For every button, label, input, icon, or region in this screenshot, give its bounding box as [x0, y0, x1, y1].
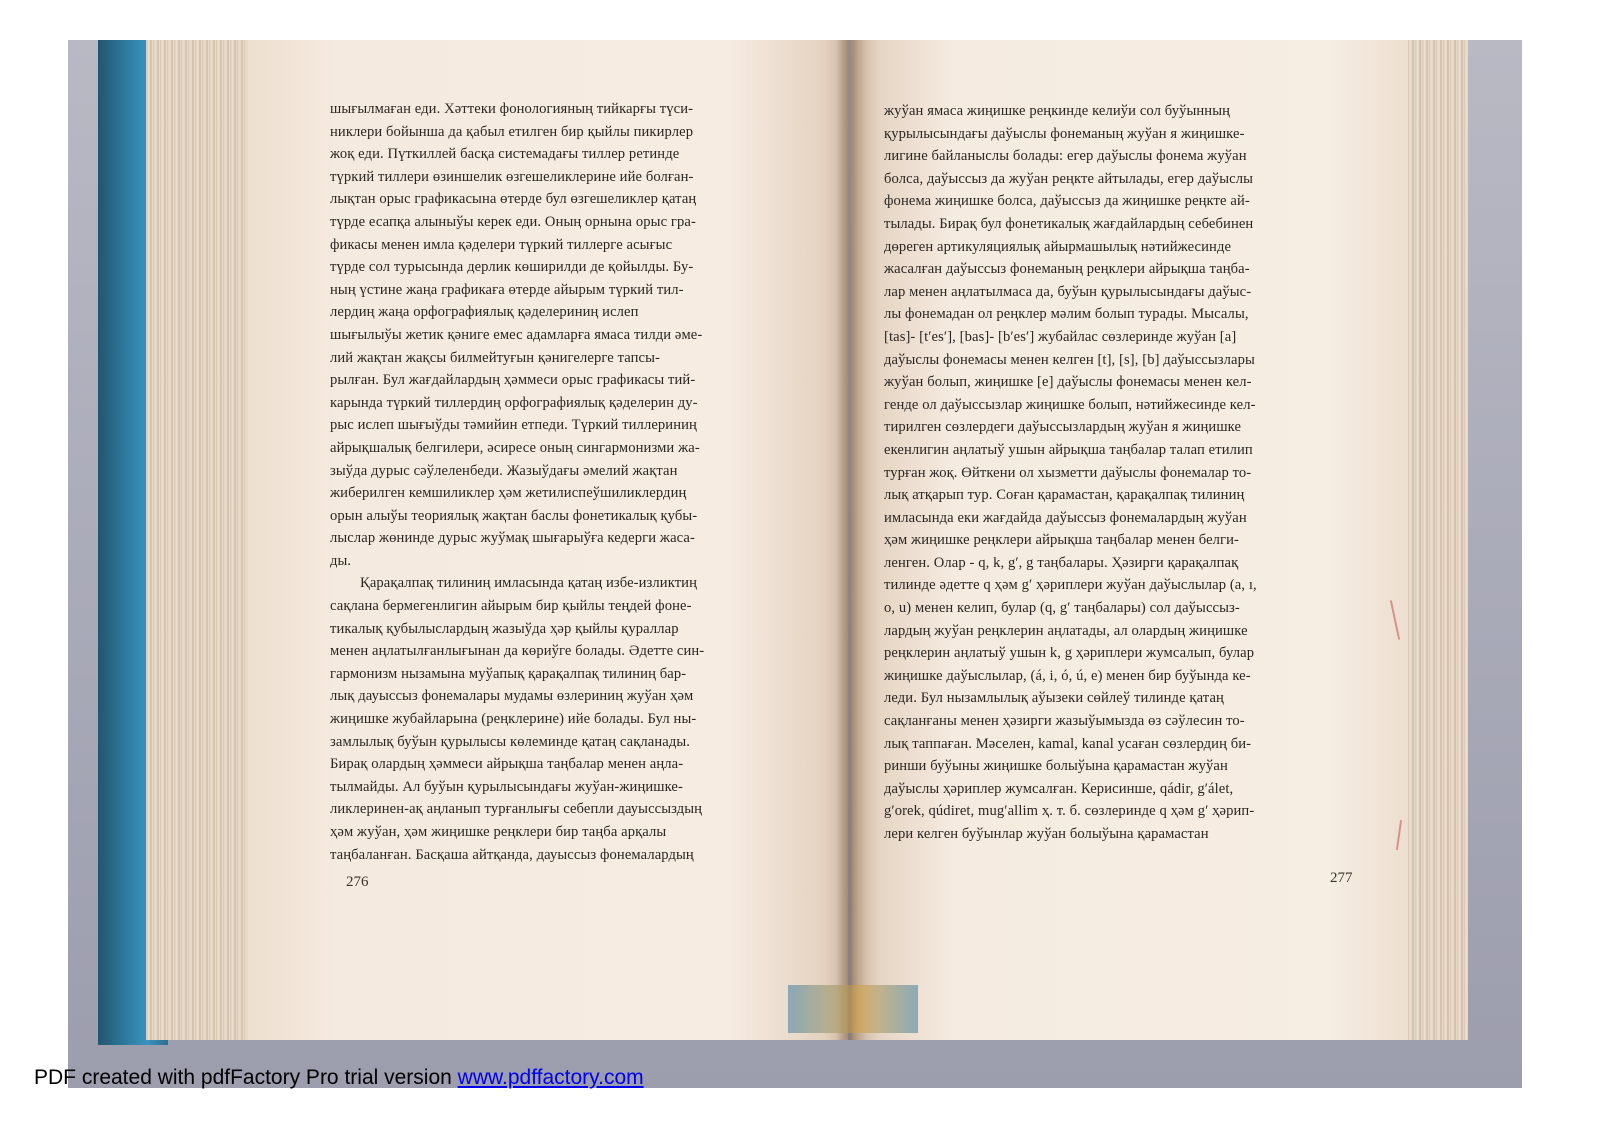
- text-line: фонема жиңишке болса, даўыссыз да жиңишке реңкте ай-: [884, 193, 1250, 210]
- text-line: лигине байланыслы болады: егер даўыслы фонема жуўан: [884, 148, 1247, 165]
- text-line: рыс ислеп шығыўды тәмийин етпеди. Түркий тиллериниң: [330, 417, 697, 434]
- text-line: турған жоқ. Өйткени ол хызметти даўыслы фонемалар то-: [884, 464, 1252, 481]
- text-line: даўыслы фонемасы менен келген [t], [s], [b] даўыссызлары: [884, 351, 1255, 368]
- text-line: жиңишке жубайларына (реңклерине) ийе болады. Бул ны-: [330, 711, 697, 728]
- text-line: ҳәм жуўан, ҳәм жиңишке реңклери бир таңба арқалы: [330, 824, 667, 840]
- text-line: леди. Бул нызамлылық аўызеки сөйлеў тилинде қатаң: [884, 690, 1224, 707]
- text-line: ликлеринен-ақ аңланып турғанлығы себепли дауыссыздың: [330, 801, 703, 818]
- open-book: [98, 40, 1438, 1050]
- text-line: лардың жуўан реңклерин аңлатады, ал олардың жиңишке: [884, 622, 1248, 639]
- left-page-stack: [146, 40, 256, 1040]
- text-line: тылмайды. Ал буўын қурылысындағы жуўан-жиңишке-: [330, 778, 683, 795]
- footer-text: PDF created with pdfFactory Pro trial version: [34, 1066, 452, 1089]
- text-line: лық дауыссыз фонемалары мудамы өзлериниң жуўан ҳәм: [330, 688, 694, 705]
- book-gutter: [836, 40, 866, 1040]
- text-line: сақлана бермегенлигин айырым бир қыйлы теңдей фоне-: [330, 598, 692, 615]
- scanned-book-image: [68, 40, 1522, 1088]
- text-line: менен аңлатылғанлығынан да көриўге болады. Әдетте син-: [330, 643, 705, 660]
- text-line: түрде сол турысында дерлик көширилди де қойылды. Бу-: [330, 259, 694, 276]
- text-line: [tas]- [tʹesʹ], [bas]- [bʹesʹ] жубайлас сөзлеринде жуўан [a]: [884, 328, 1237, 345]
- text-line: gʹorek, qúdiret, mugʹallim ҳ. т. б. сөзлеринде q ҳәм gʹ ҳәрип-: [884, 803, 1255, 820]
- right-page-stack: [1408, 40, 1468, 1040]
- text-line: лий жақтан жақсы билмейтуғын қәнигелерге тапсы-: [330, 349, 660, 366]
- text-line: түрде есапқа алыныўы керек еди. Оның орнына орыс гра-: [330, 213, 696, 230]
- text-line: никлери бойынша да қабыл етилген бир қыйлы пикирлер: [330, 123, 694, 140]
- pdf-footer: [34, 1066, 644, 1090]
- text-line: жуўан ямаса жиңишке реңкинде келиўи сол буўынның: [884, 103, 1231, 119]
- text-line: замлылық буўын қурылысы көлеминде қатаң сақланады.: [330, 733, 691, 750]
- text-line: тикалық қубылыслардың жазыўда ҳәр қыйлы қураллар: [330, 620, 679, 637]
- right-page-text: [884, 100, 1364, 846]
- text-line: жуўан болып, жиңишке [e] даўыслы фонемасы менен кел-: [884, 374, 1252, 391]
- text-line: рылған. Бул жағдайлардың ҳәммеси орыс графикасы тий-: [330, 372, 696, 389]
- text-line: айрықшалық белгилери, әсиресе оның сингармонизми жа-: [330, 439, 700, 456]
- text-line: ның үстине жаңа графикаға өтерде айырым түркий тил-: [330, 281, 684, 298]
- text-line: тылады. Бирақ бул фонетикалық жағдайлардың себебинен: [884, 215, 1254, 232]
- text-line: лық атқарып тур. Соған қарамастан, қарақалпақ тилиниң: [884, 487, 1245, 504]
- text-line: имласында еки жағдайда даўыссыз фонемалардың жуўан: [884, 509, 1247, 526]
- text-line: лыслар жөнинде дурыс жуўмақ шығарыўға кедерги жаса-: [330, 530, 695, 547]
- text-line: орын алыўы теориялық жақтан баслы фонетикалық қубы-: [330, 507, 698, 524]
- text-line: лери келген буўынлар жуўан болыўына қарамастан: [884, 826, 1209, 842]
- text-line: жоқ еди. Пүткиллей басқа системадағы тиллер ретинде: [330, 146, 680, 163]
- text-line: дөреген артикуляциялық айырмашылық нәтийжесинде: [884, 238, 1232, 255]
- left-page-number: 276: [346, 874, 369, 890]
- text-line: таңбаланған. Басқаша айтқанда, дауыссыз фонемалардың: [330, 846, 694, 863]
- text-line: ленген. Олар - q, k, gʹ, g таңбалары. Ҳәзирги қарақалпақ: [884, 554, 1239, 571]
- right-page-number: 277: [1330, 870, 1353, 886]
- text-line: лықтан орыс графикасына өтерде бул өзгешеликлер қатаң: [330, 191, 697, 208]
- pdffactory-link[interactable]: www.pdffactory.com: [457, 1066, 644, 1089]
- text-line: карында түркий тиллердиң орфографиялық қәделерин ду-: [330, 394, 698, 411]
- text-line: Қарақалпақ тилиниң имласында қатаң избе-изликтиң: [360, 575, 697, 592]
- left-page-text: [330, 98, 815, 866]
- text-line: o, u) менен келип, булар (q, gʹ таңбалары) сол даўыссыз-: [884, 600, 1240, 617]
- text-line: шығылыўы жетик қәниге емес адамларға ямаса тилди әме-: [330, 326, 703, 343]
- text-line: лердиң жаңа орфографиялық қәделериниң ислеп: [330, 304, 639, 321]
- text-line: лық таппаған. Мәселен, kamal, kanal усаған сөзлердиң би-: [884, 735, 1252, 752]
- text-line: жиңишке даўыслылар, (á, i, ó, ú, e) менен бир буўында ке-: [884, 667, 1251, 684]
- text-line: жиберилген кемшиликлер ҳәм жетилиспеўшиликлердиң: [330, 485, 687, 502]
- text-line: шығылмаған еди. Хәттеки фонологияның тийкарғы түси-: [330, 101, 694, 117]
- text-line: тирилген сөзлердеги даўыссызлардың жуўан я жиңишке: [884, 419, 1242, 436]
- text-line: фикасы менен имла қәделери түркий тиллерге асығыс: [330, 236, 673, 253]
- text-line: сақланғаны менен ҳәзирги жазыўымызда өз сәўлесин то-: [884, 713, 1245, 730]
- text-line: реңклерин аңлатыў ушын k, g ҳәриплери жумсалып, булар: [884, 645, 1255, 662]
- text-line: екенлигин аңлатыў ушын айрықша таңбалар талап етилип: [884, 441, 1253, 458]
- text-line: гармонизм нызамына муўапық қарақалпақ тилиниң бар-: [330, 665, 687, 682]
- text-line: тилинде әдетте q ҳәм gʹ ҳәриплери жуўан даўыслылар (a, ı,: [884, 577, 1257, 594]
- text-line: генде ол даўыссызлар жиңишке болып, нәтийжесинде кел-: [884, 396, 1256, 413]
- spine-bookmark: [788, 985, 918, 1033]
- text-line: ды.: [330, 552, 352, 569]
- text-line: зыўда дурыс сәўлеленбеди. Жазыўдағы әмелий жақтан: [330, 462, 678, 479]
- text-line: лы фонемадан ол реңклер мәлим болып турады. Мысалы,: [884, 306, 1249, 323]
- text-line: ҳәм жиңишке реңклери айрықша таңбалар менен белги-: [884, 532, 1239, 549]
- text-line: қурылысындағы даўыслы фонеманың жуўан я жиңишке-: [884, 125, 1245, 142]
- text-line: лар менен аңлатылмаса да, буўын қурылысындағы даўыс-: [884, 283, 1252, 300]
- text-line: түркий тиллери өзиншелик өзгешеликлерине ийе болған-: [330, 168, 694, 185]
- text-line: болса, даўыссыз да жуўан реңкте айтылады, егер даўыслы: [884, 170, 1253, 187]
- text-line: ринши буўыны жиңишке болыўына қарамастан жуўан: [884, 758, 1228, 775]
- text-line: жасалған даўыссыз фонеманың реңклери айрықша таңба-: [884, 261, 1250, 278]
- text-line: даўыслы ҳәриплер жумсалған. Керисинше, qádir, gʹálet,: [884, 780, 1234, 797]
- text-line: Бирақ олардың ҳәммеси айрықша таңбалар менен аңла-: [330, 756, 684, 773]
